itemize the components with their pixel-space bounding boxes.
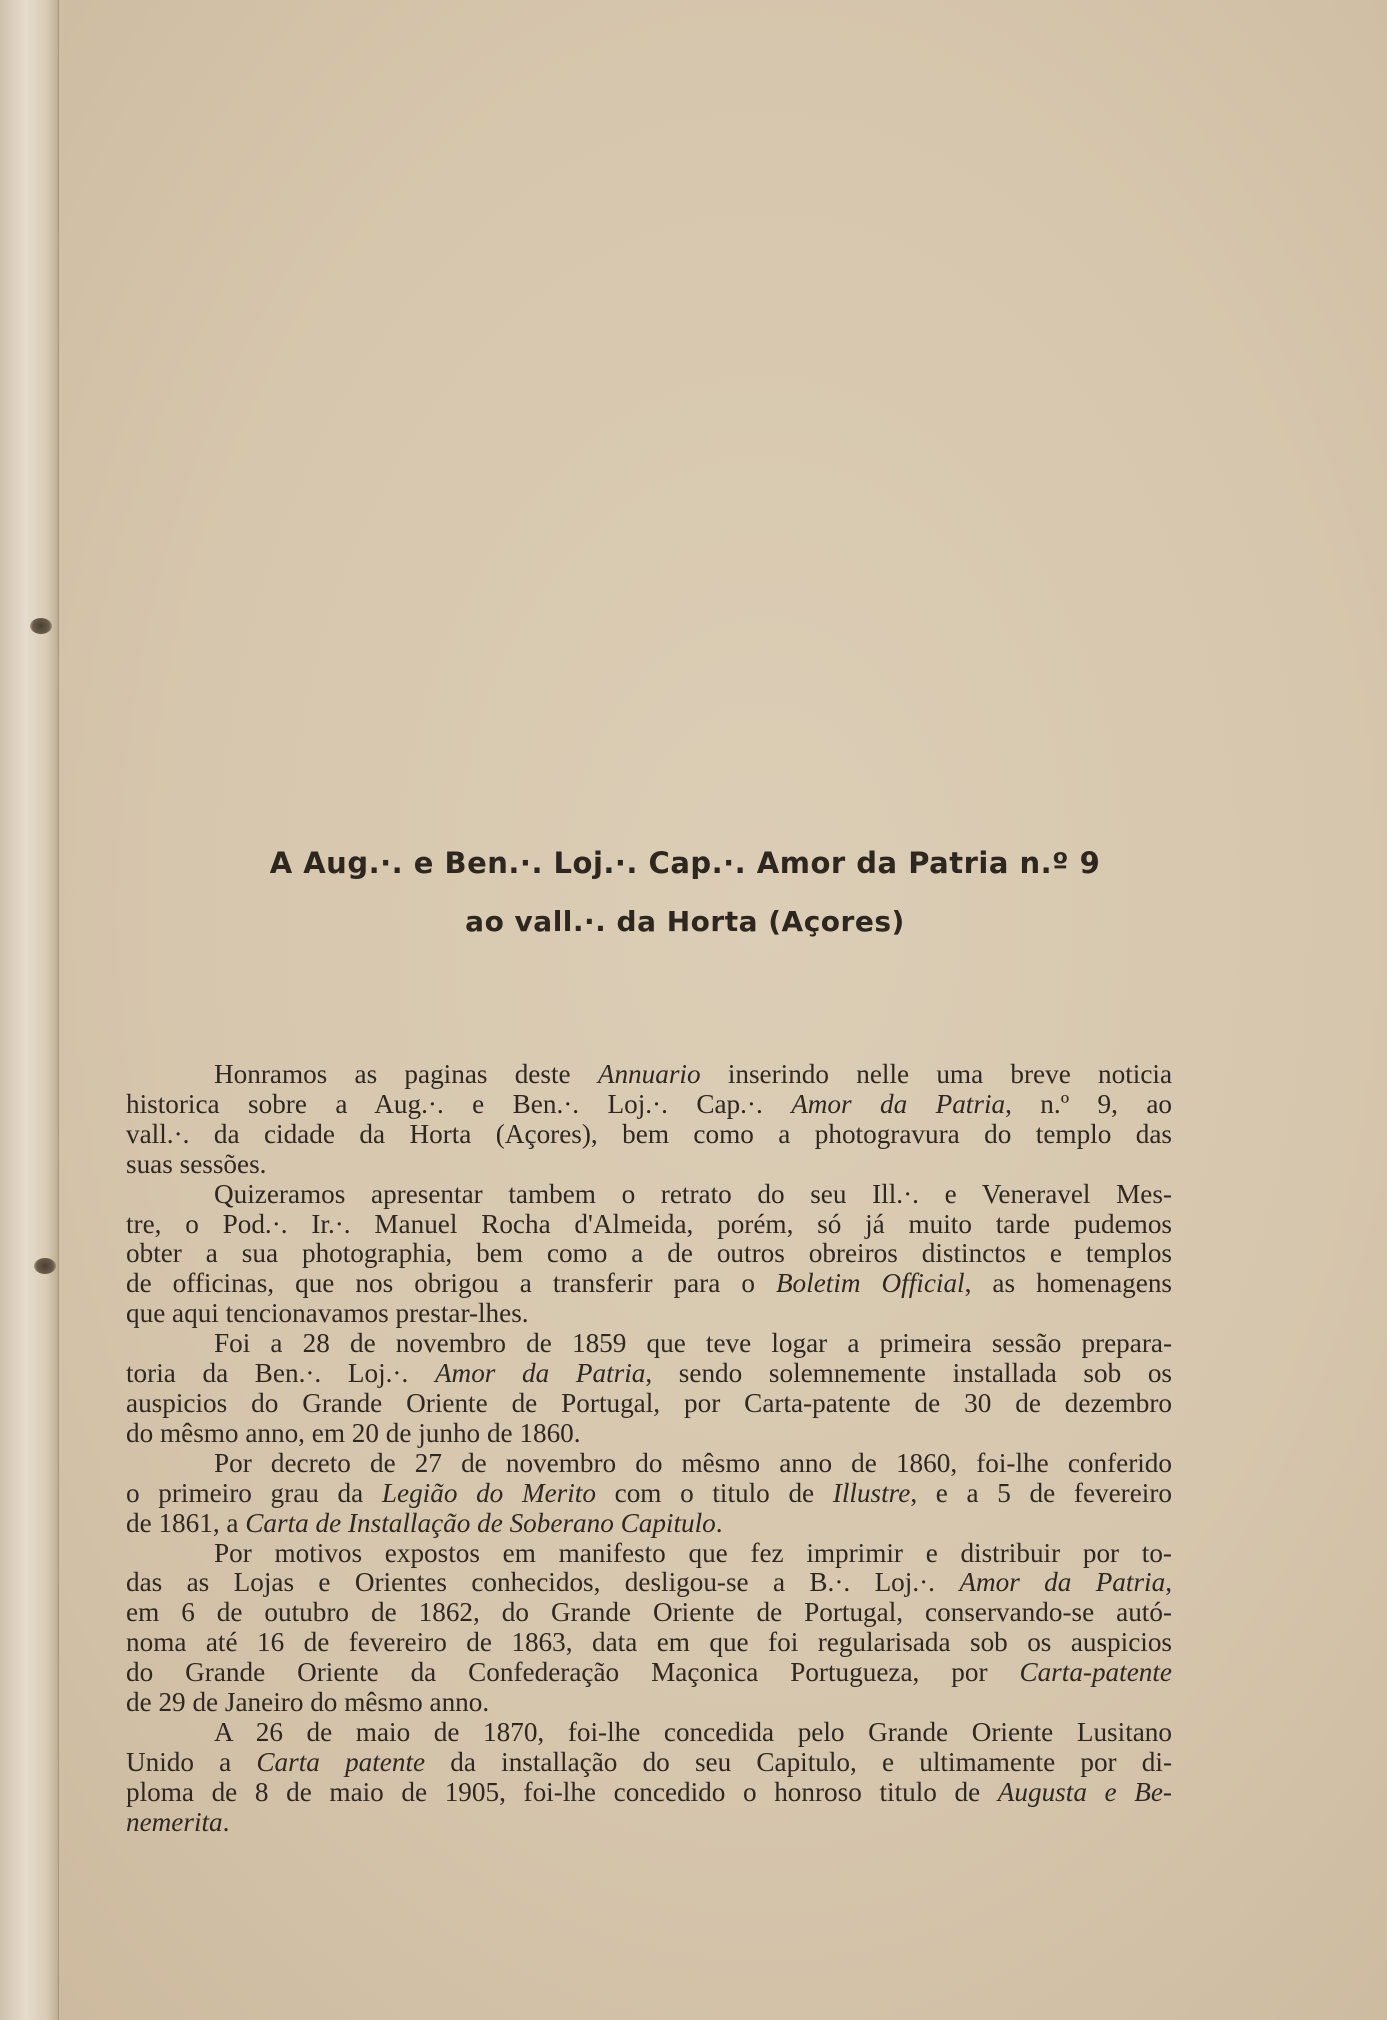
paragraph: [126, 1449, 1172, 1539]
text-line: [126, 1449, 1172, 1479]
italic-text: Amor da Patria: [791, 1088, 1006, 1119]
text-run: , n.º 9, ao: [1005, 1088, 1172, 1119]
text-line: [126, 1120, 1172, 1150]
text-line: [126, 1568, 1172, 1598]
text-run: Unido a: [126, 1746, 257, 1777]
text-line: [126, 1778, 1172, 1808]
paragraph: [126, 1329, 1172, 1449]
text-run: vall.·. da cidade da Horta (Açores), bem como a photogravura do templo das: [126, 1118, 1172, 1149]
text-run: das as Lojas e Orientes conhecidos, desligou-se a B.·. Loj.·.: [126, 1567, 960, 1598]
text-run: , e a 5 de fevereiro: [910, 1477, 1172, 1508]
text-line: [126, 1359, 1172, 1389]
text-run: obter a sua photographia, bem como a de outros obreiros distinctos e templos: [126, 1238, 1172, 1269]
text-run: de officinas, que nos obrigou a transferir para o: [126, 1268, 776, 1299]
punch-hole: [34, 1258, 56, 1274]
text-run: Quizeramos apresentar tambem o retrato do seu Ill.·. e Veneravel Mes-: [214, 1178, 1172, 1209]
heading-line-1: A Aug.·. e Ben.·. Loj.·. Cap.·. Amor da Patria n.º 9: [269, 846, 1101, 880]
text-run: ,: [1165, 1567, 1172, 1598]
text-line: [126, 1180, 1172, 1210]
italic-text: Legião do Merito: [381, 1477, 596, 1508]
text-run: tre, o Pod.·. Ir.·. Manuel Rocha d'Almeida, porém, só já muito tarde pudemos: [126, 1208, 1172, 1239]
text-line: [126, 1748, 1172, 1778]
text-line: [126, 1090, 1172, 1120]
italic-text: Augusta e Be-: [997, 1776, 1172, 1807]
text-line: [126, 1808, 1172, 1838]
text-run: que aqui tencionavamos prestar-lhes.: [126, 1298, 529, 1329]
text-line: [126, 1060, 1172, 1090]
text-line: [126, 1718, 1172, 1748]
text-run: de 1861, a: [126, 1507, 246, 1538]
text-run: toria da Ben.·. Loj.·.: [126, 1358, 435, 1389]
text-run: suas sessões.: [126, 1148, 267, 1179]
text-run: .: [715, 1507, 723, 1538]
paragraph: [126, 1180, 1172, 1330]
body-text: [126, 1060, 1172, 1838]
text-run: do Grande Oriente da Confederação Maçonica Portugueza, por: [126, 1657, 1020, 1688]
text-line: [126, 1479, 1172, 1509]
italic-text: Illustre: [832, 1477, 911, 1508]
text-line: [126, 1239, 1172, 1269]
text-line: [126, 1389, 1172, 1419]
text-line: [126, 1688, 1172, 1718]
text-run: em 6 de outubro de 1862, do Grande Oriente de Portugal, conservando-se autó-: [126, 1597, 1172, 1628]
italic-text: Boletim Official: [775, 1268, 965, 1299]
text-run: Foi a 28 de novembro de 1859 que teve logar a primeira sessão prepara-: [214, 1328, 1172, 1359]
text-run: noma até 16 de fevereiro de 1863, data em que foi regularisada sob os auspicios: [126, 1627, 1172, 1658]
text-line: [126, 1509, 1172, 1539]
text-line: [126, 1419, 1172, 1449]
paragraph: [126, 1060, 1172, 1180]
text-line: [126, 1299, 1172, 1329]
text-line: [126, 1598, 1172, 1628]
italic-text: Carta patente: [256, 1746, 426, 1777]
text-line: [126, 1628, 1172, 1658]
italic-text: Annuario: [597, 1059, 701, 1089]
text-run: com o titulo de: [595, 1477, 833, 1508]
italic-text: Carta de Installação de Soberano Capitulo: [245, 1507, 716, 1538]
punch-hole: [30, 618, 52, 634]
text-run: Honramos as paginas deste: [214, 1059, 598, 1089]
text-line: [126, 1539, 1172, 1569]
binding-edge: [0, 0, 59, 2020]
text-run: , as homenagens: [964, 1268, 1172, 1299]
text-line: [126, 1269, 1172, 1299]
text-run: A 26 de maio de 1870, foi-lhe concedida pelo Grande Oriente Lusitano: [214, 1716, 1172, 1747]
text-line: [126, 1658, 1172, 1688]
paragraph: [126, 1539, 1172, 1718]
text-run: , sendo solemnemente installada sob os: [645, 1358, 1173, 1389]
text-run: ploma de 8 de maio de 1905, foi-lhe concedido o honroso titulo de: [126, 1776, 998, 1807]
text-run: Por decreto de 27 de novembro do mêsmo anno de 1860, foi-lhe conferido: [214, 1447, 1172, 1478]
text-run: da installação do seu Capitulo, e ultimamente por di-: [425, 1746, 1172, 1777]
text-line: [126, 1150, 1172, 1180]
heading-line-2: ao vall.·. da Horta (Açores): [465, 905, 905, 938]
text-run: .: [222, 1806, 230, 1837]
text-run: de 29 de Janeiro do mêsmo anno.: [126, 1687, 490, 1718]
italic-text: Carta-patente: [1019, 1657, 1172, 1688]
text-line: [126, 1329, 1172, 1359]
text-run: inserindo nelle uma breve noticia: [700, 1059, 1173, 1089]
text-run: o primeiro grau da: [126, 1477, 382, 1508]
text-line: [126, 1210, 1172, 1240]
text-run: auspicios do Grande Oriente de Portugal, por Carta-patente de 30 de dezembro: [126, 1387, 1172, 1418]
text-run: Por motivos expostos em manifesto que fez imprimir e distribuir por to-: [214, 1537, 1172, 1568]
italic-text: Amor da Patria: [434, 1358, 646, 1389]
paragraph: [126, 1718, 1172, 1838]
text-run: do mêsmo anno, em 20 de junho de 1860.: [126, 1417, 581, 1448]
italic-text: Amor da Patria: [959, 1567, 1166, 1598]
text-run: historica sobre a Aug.·. e Ben.·. Loj.·. Cap.·.: [126, 1088, 792, 1119]
italic-text: nemerita: [126, 1806, 223, 1837]
